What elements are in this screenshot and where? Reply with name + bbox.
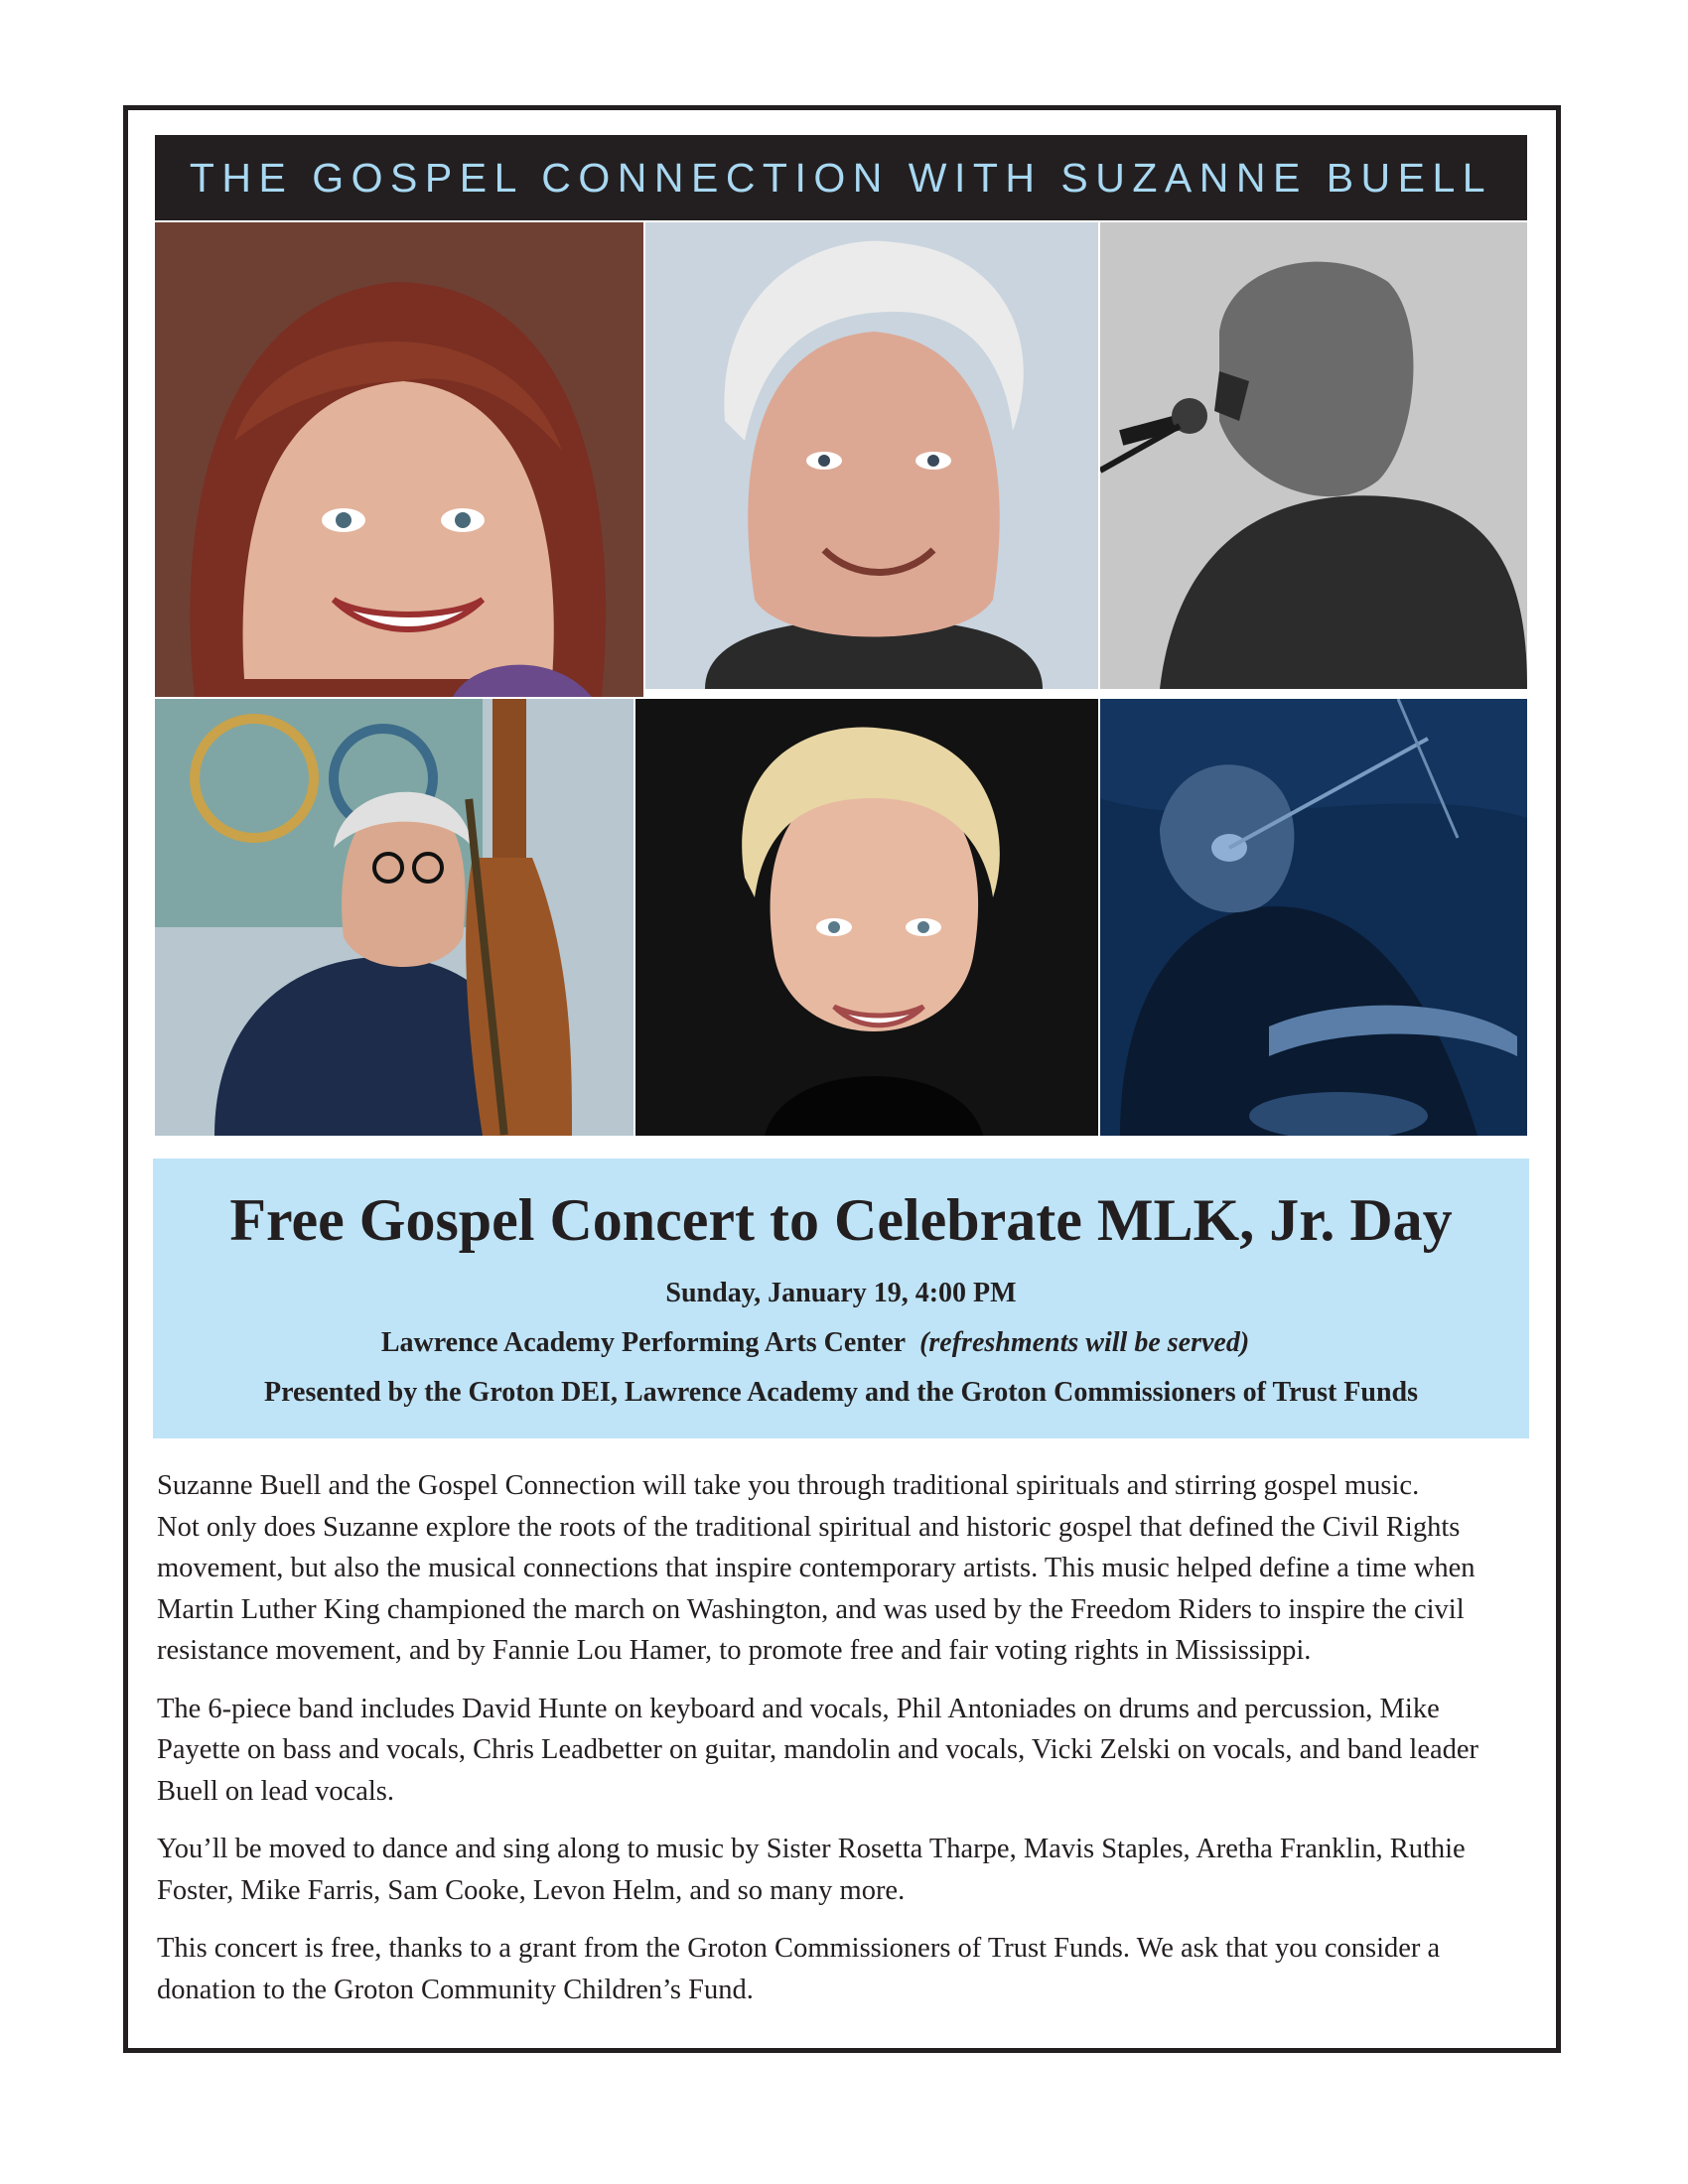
header-title: THE GOSPEL CONNECTION WITH SUZANNE BUELL (189, 154, 1493, 201)
text-line: Suzanne Buell and the Gospel Connection will take you through traditional spirituals and stirring gospel music. (157, 1470, 1420, 1501)
text-line: Payette on bass and vocals, Chris Leadbetter on guitar, mandolin and vocals, Vicki Zelski on vocals, and band leader (157, 1734, 1479, 1765)
text-line: Martin Luther King championed the march on Washington, and was used by the Freedom Riders to inspire the civil (157, 1593, 1465, 1625)
woman-blonde-portrait-icon (635, 699, 1098, 1136)
man-playing-upright-bass-icon (155, 699, 633, 1136)
man-playing-drums-icon (1100, 699, 1527, 1136)
event-title: Free Gospel Concert to Celebrate MLK, Jr. Day (229, 1187, 1453, 1253)
text-line: resistance movement, and by Fannie Lou Hamer, to promote free and fair voting rights in Mississippi. (157, 1635, 1312, 1666)
text-line: The 6-piece band includes David Hunte on keyboard and vocals, Phil Antoniades on drums and percussion, Mike (157, 1693, 1440, 1724)
event-venue-note: (refreshments will be served) (919, 1327, 1250, 1358)
artists-paragraph (157, 1829, 1531, 1911)
header-bar (155, 135, 1527, 220)
text-line: Not only does Suzanne explore the roots of the traditional spiritual and historic gospel that defined the Civil Rights (157, 1511, 1461, 1543)
band-paragraph (157, 1689, 1531, 1813)
text-line: You’ll be moved to dance and sing along to music by Sister Rosetta Tharpe, Mavis Staples, Aretha Franklin, Ruthie (157, 1834, 1466, 1864)
text-line: Foster, Mike Farris, Sam Cooke, Levon Helm, and so many more. (157, 1874, 906, 1906)
event-venue: Lawrence Academy Performing Arts Center (380, 1327, 907, 1358)
donation-paragraph (157, 1928, 1531, 2010)
man-singing-microphone-icon (1100, 222, 1527, 689)
text-line: Buell on lead vocals. (157, 1775, 395, 1807)
event-presenters: Presented by the Groton DEI, Lawrence Academy and the Groton Commissioners of Trust Funds (263, 1377, 1419, 1408)
man-gray-hair-portrait-icon (645, 222, 1098, 689)
text-line: donation to the Groton Community Children’s Fund. (157, 1974, 754, 2005)
woman-smiling-portrait-icon (155, 222, 643, 697)
text-line: This concert is free, thanks to a grant from the Groton Commissioners of Trust Funds. We ask that you consider a (157, 1933, 1441, 1964)
description-paragraph (157, 1465, 1531, 1672)
event-date-time: Sunday, January 19, 4:00 PM (665, 1278, 1017, 1308)
event-description (157, 1465, 1531, 2027)
text-line: movement, but also the musical connections that inspire contemporary artists. This music helped define a time when (157, 1553, 1476, 1583)
event-banner (153, 1159, 1529, 1438)
event-venue-line (153, 1327, 1529, 1359)
